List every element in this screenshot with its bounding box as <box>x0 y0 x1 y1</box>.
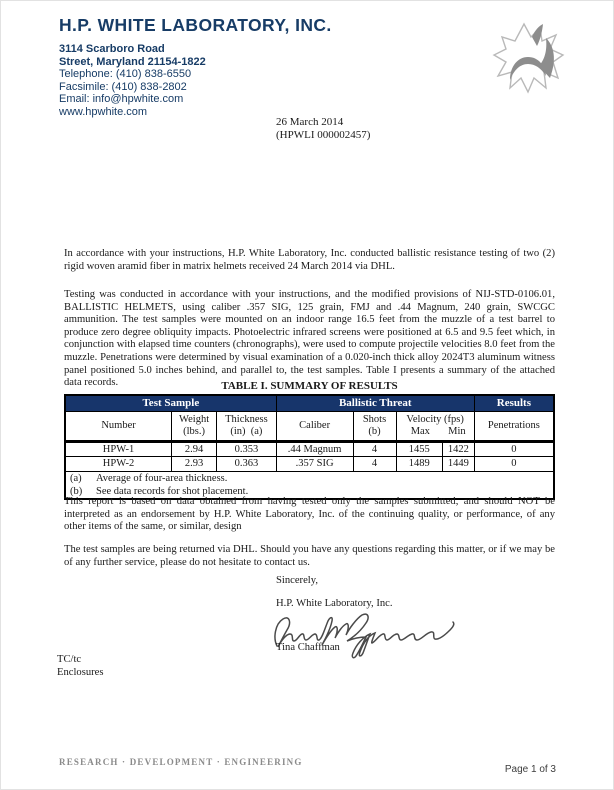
typist-initials: TC/tc <box>57 654 82 665</box>
letterhead <box>59 15 419 119</box>
test-method-paragraph: Testing was conducted in accordance with your instructions, and the modified provisions of NIJ-STD-0106.01, BALLISTIC HELMETS, using caliber .357 SIG, 125 grain, FMJ and .44 Magnum, 240 grain, SWCGC ammunition. The test samples were mounted on an indoor range 16.5 feet from the muzzle of a test barrel to produce zero degree obliquity impacts. Photoelectric infrared screens were positioned at 6.5 and 9.5 feet which, in conjunction with elapsed time counters (chronographs), were used to compute projectile velocities 8.0 feet from the muzzle. Penetrations were determined by visual examination of a 0.020-inch thick alloy 2024T3 aluminum witness panel positioned 5.0 inches behind, and parallel to, the test samples. Table I presents a summary of the attached data records. <box>64 289 555 389</box>
footer-tagline: RESEARCH · DEVELOPMENT · ENGINEERING <box>59 757 303 767</box>
col-penetrations: Penetrations <box>474 411 554 441</box>
disclaimer-paragraph: This report is based on data obtained from having tested only the samples submitted, and should NOT be interpreted as an endorsement by H.P. White Laboratory, Inc. of the continuing quality, or performance, of any other items of the same, or similar, design <box>64 496 555 533</box>
table-row <box>65 456 554 471</box>
page-number: Page 1 of 3 <box>504 764 556 775</box>
cell-caliber: .44 Magnum <box>276 441 353 456</box>
signer-name: Tina Chaffman <box>276 642 340 653</box>
starburst-logo-icon <box>487 21 569 95</box>
group-test-sample: Test Sample <box>65 395 276 411</box>
table-footnote <box>65 471 554 485</box>
date-block <box>276 116 370 142</box>
salutation: Sincerely, <box>276 575 318 586</box>
col-weight: Weight (lbs.) <box>172 411 217 441</box>
facsimile-line: Facsimile: (410) 838-2802 <box>59 80 187 93</box>
reference-number: (HPWLI 000002457) <box>276 129 371 141</box>
table-header-row <box>65 411 554 441</box>
cell-thickness: 0.353 <box>217 441 277 456</box>
footnote-text: See data records for shot placement. <box>96 486 249 497</box>
col-caliber: Caliber <box>276 411 353 441</box>
cell-weight: 2.94 <box>172 441 217 456</box>
col-number: Number <box>65 411 172 441</box>
closing-company: H.P. White Laboratory, Inc. <box>276 598 393 609</box>
cell-shots: 4 <box>353 456 396 471</box>
col-velocity-max: Max <box>410 425 430 437</box>
cell-number: HPW-2 <box>65 456 172 471</box>
reference-initials-block <box>57 654 103 679</box>
cell-thickness: 0.363 <box>217 456 277 471</box>
return-paragraph: The test samples are being returned via DHL. Should you have any questions regarding this matter, or if we may be of any further service, please do not hesitate to contact us. <box>64 544 555 568</box>
group-results: Results <box>474 395 554 411</box>
footnote-tag: (a) <box>70 472 82 484</box>
table-group-header-row <box>65 395 554 411</box>
cell-penetrations: 0 <box>474 441 554 456</box>
cell-caliber: .357 SIG <box>276 456 353 471</box>
enclosures-note: Enclosures <box>57 666 104 678</box>
website-line: www.hpwhite.com <box>59 105 148 118</box>
footnote-tag: (b) <box>70 486 83 497</box>
cell-penetrations: 0 <box>474 456 554 471</box>
col-thickness: Thickness (in) (a) <box>217 411 277 441</box>
intro-paragraph: In accordance with your instructions, H.P. White Laboratory, Inc. conducted ballistic resistance testing of two (2) rigid woven aramid fiber in matrix helmets received 24 March 2014 via DHL. <box>64 248 555 272</box>
col-shots: Shots (b) <box>353 411 396 441</box>
address-line-1: 3114 Scarboro Road <box>59 43 165 55</box>
col-velocity-min: Min <box>448 425 466 437</box>
cell-velocity-min: 1449 <box>442 456 474 471</box>
col-velocity: Velocity (fps) Max Min <box>396 411 474 441</box>
cell-number: HPW-1 <box>65 441 172 456</box>
group-ballistic-threat: Ballistic Threat <box>276 395 474 411</box>
cell-velocity-max: 1489 <box>396 456 442 471</box>
results-table <box>64 394 555 500</box>
cell-weight: 2.93 <box>172 456 217 471</box>
footnote-text: Average of four-area thickness. <box>96 472 228 484</box>
address-line-2: Street, Maryland 21154-1822 <box>59 55 206 68</box>
cell-velocity-max: 1455 <box>396 441 442 456</box>
telephone-line: Telephone: (410) 838-6550 <box>59 68 192 81</box>
cell-shots: 4 <box>353 441 396 456</box>
email-line: Email: info@hpwhite.com <box>59 93 184 106</box>
cell-velocity-min: 1422 <box>442 441 474 456</box>
letter-date: 26 March 2014 <box>276 116 344 128</box>
table-title: TABLE I. SUMMARY OF RESULTS <box>221 380 398 392</box>
company-name: H.P. WHITE LABORATORY, INC. <box>59 15 332 35</box>
table-row <box>65 441 554 456</box>
